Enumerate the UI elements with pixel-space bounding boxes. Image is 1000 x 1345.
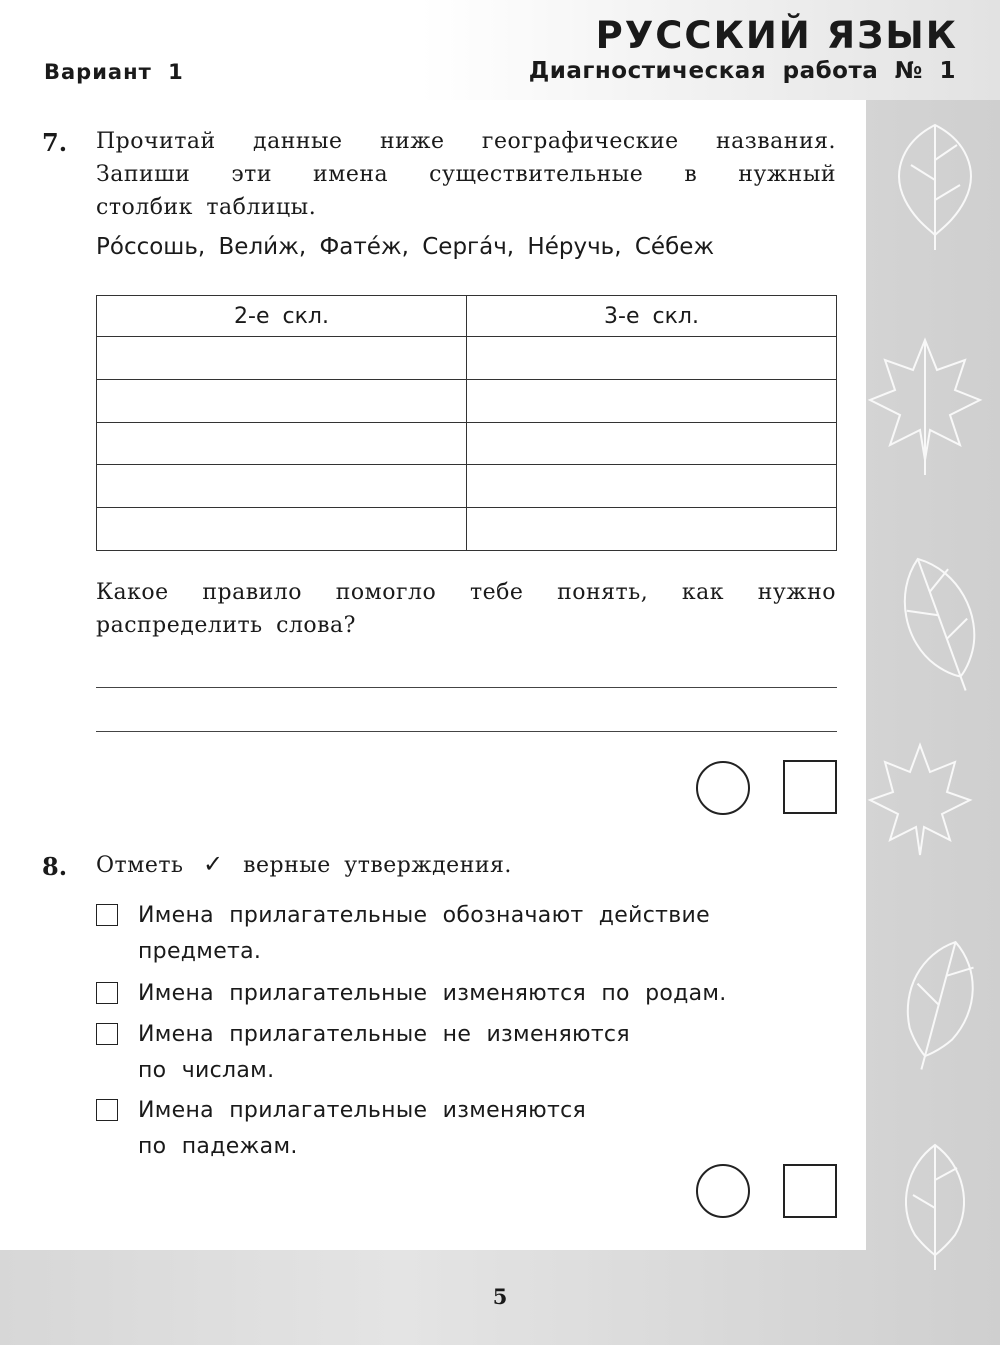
statement-3-line1: Имена прилагательные не изменяются (138, 1022, 630, 1047)
statement-item (96, 898, 818, 970)
answer-line[interactable] (96, 731, 837, 732)
answer-cell[interactable] (97, 508, 467, 551)
task-7-question-line2: распределить слова? (96, 613, 356, 638)
statement-item (96, 1093, 818, 1165)
leaf-icon (888, 548, 995, 701)
score-square-task-8[interactable] (783, 1164, 837, 1218)
answer-cell[interactable] (467, 508, 837, 551)
place-names: Ро́ссошь, Вели́ж, Фатéж, Сергáч, Нéручь, Сéбеж (96, 234, 715, 260)
column-header-3rd-declension: 3-е скл. (467, 296, 837, 337)
score-square-task-7[interactable] (783, 760, 837, 814)
statement-checkbox[interactable] (96, 982, 118, 1004)
task-7-number: 7. (42, 128, 68, 157)
maple-leaf-icon (870, 745, 970, 855)
task-7-question-line1: Какое правило помогло тебе понять, как нужно (96, 580, 836, 605)
score-circle-task-8[interactable] (696, 1164, 750, 1218)
variant-label: Вариант 1 (44, 60, 184, 84)
table-row (97, 465, 837, 508)
task-8-instruction-before: Отметь (96, 853, 184, 878)
table-row (97, 508, 837, 551)
table-row (97, 337, 837, 380)
statement-checkbox[interactable] (96, 1099, 118, 1121)
answer-cell[interactable] (467, 465, 837, 508)
subject-title: РУССКИЙ ЯЗЫК (595, 14, 958, 57)
task-8-instruction (96, 850, 512, 878)
statement-checkbox[interactable] (96, 904, 118, 926)
answer-cell[interactable] (467, 379, 837, 422)
statement-3-line2: по числам. (138, 1058, 275, 1083)
statement-checkbox[interactable] (96, 1023, 118, 1045)
work-title: Диагностическая работа № 1 (528, 58, 956, 84)
statement-1-line2: предмета. (138, 939, 262, 964)
leaf-icon (891, 934, 985, 1078)
answer-line[interactable] (96, 687, 837, 688)
task-7-instruction-line3: столбик таблицы. (96, 195, 317, 220)
table-row (97, 379, 837, 422)
statement-4-line1: Имена прилагательные изменяются (138, 1098, 587, 1123)
score-circle-task-7[interactable] (696, 761, 750, 815)
page-number: 5 (492, 1284, 508, 1309)
statement-2-line1: Имена прилагательные изменяются по родам. (138, 981, 727, 1006)
maple-leaf-icon (870, 340, 980, 475)
answer-cell[interactable] (97, 465, 467, 508)
statement-4-line2: по падежам. (138, 1134, 298, 1159)
answer-cell[interactable] (467, 337, 837, 380)
statement-item (96, 1017, 818, 1089)
task-8-number: 8. (42, 852, 68, 881)
answer-cell[interactable] (97, 379, 467, 422)
answer-cell[interactable] (467, 422, 837, 465)
decorative-leaves (865, 100, 1000, 1345)
answer-cell[interactable] (97, 337, 467, 380)
statement-1-line1: Имена прилагательные обозначают действие (138, 903, 710, 928)
leaf-icon (906, 1145, 964, 1270)
task-8-instruction-after: верные утверждения. (243, 853, 512, 878)
check-mark-icon: ✓ (203, 850, 224, 878)
column-header-2nd-declension: 2-е скл. (97, 296, 467, 337)
answer-cell[interactable] (97, 422, 467, 465)
statement-item (96, 976, 818, 1012)
task-7-instruction-line2: Запиши эти имена существительные в нужный (96, 162, 836, 187)
leaf-icon (899, 125, 971, 250)
declension-table (96, 295, 837, 551)
table-row (97, 422, 837, 465)
task-7-instruction-line1: Прочитай данные ниже географические названия. (96, 129, 836, 154)
